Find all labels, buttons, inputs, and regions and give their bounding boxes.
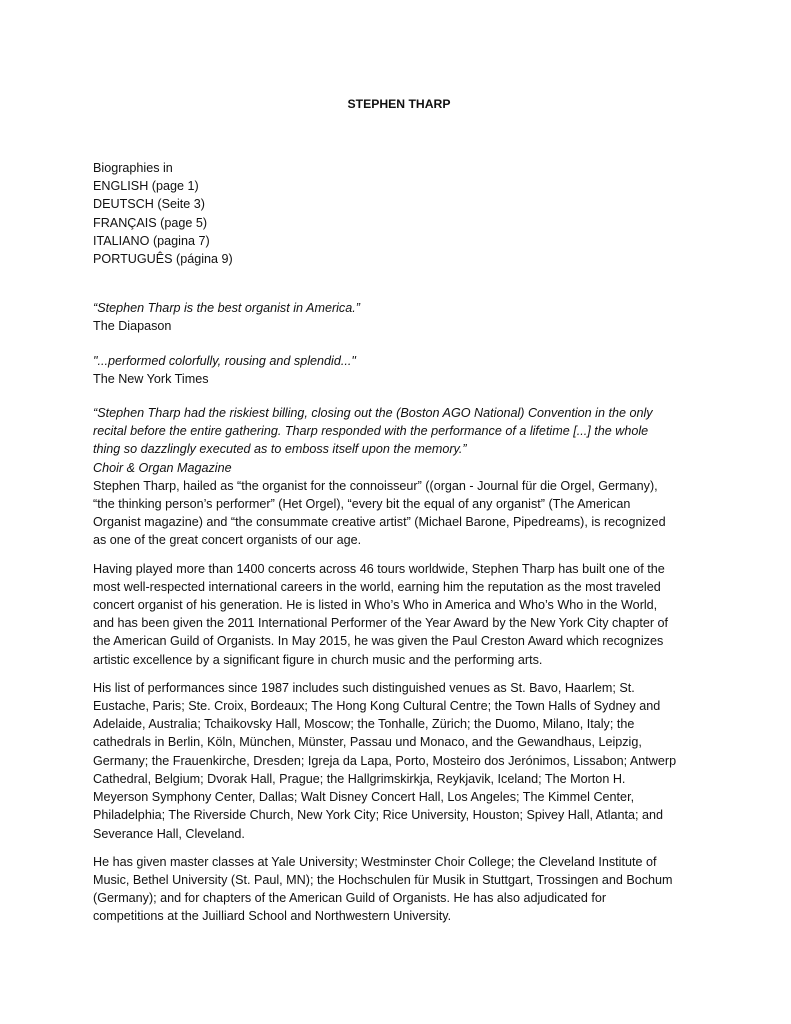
paragraph-line: Severance Hall, Cleveland. [93,826,245,841]
quote-source: The New York Times [93,371,209,386]
paragraph-line: cathedrals in Berlin, Köln, München, Münster, Passau und Monaco, and the Gewandhaus, Leipzig, [93,735,642,750]
document-page [93,95,705,926]
quote-text-line: thing so dazzlingly executed as to emboss itself upon the memory.” [93,442,467,457]
paragraph-masterclasses [93,853,705,926]
paragraph-line: Stephen Tharp, hailed as “the organist for the connoisseur” ((organ - Journal für die Orgel, Germany), [93,478,658,493]
language-item-italiano: ITALIANO (pagina 7) [93,233,210,248]
language-item-deutsch: DEUTSCH (Seite 3) [93,197,205,212]
quote-source: Choir & Organ Magazine [93,460,232,475]
paragraph-line: Eustache, Paris; Ste. Croix, Bordeaux; The Hong Kong Cultural Centre; the Town Halls of Sydney and [93,699,661,714]
paragraph-line: Adelaide, Australia; Tchaikovsky Hall, Moscow; the Tonhalle, Zürich; the Duomo, Milano, Italy; the [93,717,635,732]
paragraph-line: Organist magazine) and “the consummate creative artist” (Michael Barone, Pipedreams), is recognized [93,515,666,530]
document-title: STEPHEN THARP [347,97,451,111]
paragraph-line: Cathedral, Belgium; Dvorak Hall, Prague; the Hallgrimskirkja, Reykjavik, Iceland; The Morton H. [93,771,626,786]
biographies-heading: Biographies in [93,161,173,175]
language-item-portugues: PORTUGUÊS (página 9) [93,252,233,267]
quote-source: The Diapason [93,319,172,334]
paragraph-venues [93,679,705,843]
language-item-english: ENGLISH (page 1) [93,179,199,194]
paragraph-line: most well-respected international careers in the world, earning him the reputation as the most traveled [93,579,661,594]
quote-choir-organ [93,404,705,477]
paragraph-acclaim [93,477,705,550]
quote-diapason [93,299,705,335]
paragraph-line: Philadelphia; The Riverside Church, New York City; Rice University, Houston; Spivey Hall, Atlanta; and [93,808,664,823]
paragraph-line: and has been given the 2011 International Performer of the Year Award by the New York City chapter of [93,616,669,631]
quote-text: “Stephen Tharp is the best organist in America.” [93,301,360,316]
paragraph-line: Having played more than 1400 concerts across 46 tours worldwide, Stephen Tharp has built one of the [93,561,665,576]
paragraph-line: as one of the great concert organists of our age. [93,533,362,548]
paragraph-line: (Germany); and for chapters of the American Guild of Organists. He has also adjudicated for [93,891,607,906]
paragraph-line: the American Guild of Organists. In May 2015, he was given the Paul Creston Award which recognizes [93,634,664,649]
paragraph-line: competitions at the Juilliard School and Northwestern University. [93,909,452,924]
quote-text-line: “Stephen Tharp had the riskiest billing, closing out the (Boston AGO National) Convention in the only [93,406,653,421]
paragraph-line: Germany; the Frauenkirche, Dresden; Igreja da Lapa, Porto, Mosteiro dos Jerónimos, Lissabon; Antwerp [93,753,677,768]
paragraph-line: artistic excellence by a significant figure in church music and the performing arts. [93,652,543,667]
paragraph-line: Music, Bethel University (St. Paul, MN); the Hochschulen für Musik in Stuttgart, Trossingen and Bochum [93,872,673,887]
language-item-francais: FRANÇAIS (page 5) [93,215,208,230]
paragraph-line: He has given master classes at Yale University; Westminster Choir College; the Cleveland Institute of [93,854,657,869]
paragraph-line: concert organist of his generation. He is listed in Who’s Who in America and Who’s Who in the World, [93,598,658,613]
paragraph-line: His list of performances since 1987 includes such distinguished venues as St. Bavo, Haarlem; St. [93,680,635,695]
biographies-list [93,159,705,268]
paragraph-career [93,560,705,669]
quote-text-line: recital before the entire gathering. Tharp responded with the performance of a lifetime [...] the whole [93,424,649,439]
paragraph-line: “the thinking person’s performer” (Het Orgel), “every bit the equal of any organist” (The American [93,497,631,512]
paragraph-line: Meyerson Symphony Center, Dallas; Walt Disney Concert Hall, Los Angeles; The Kimmel Center, [93,790,635,805]
quote-new-york-times [93,352,705,388]
quote-text: "...performed colorfully, rousing and splendid..." [93,353,356,368]
